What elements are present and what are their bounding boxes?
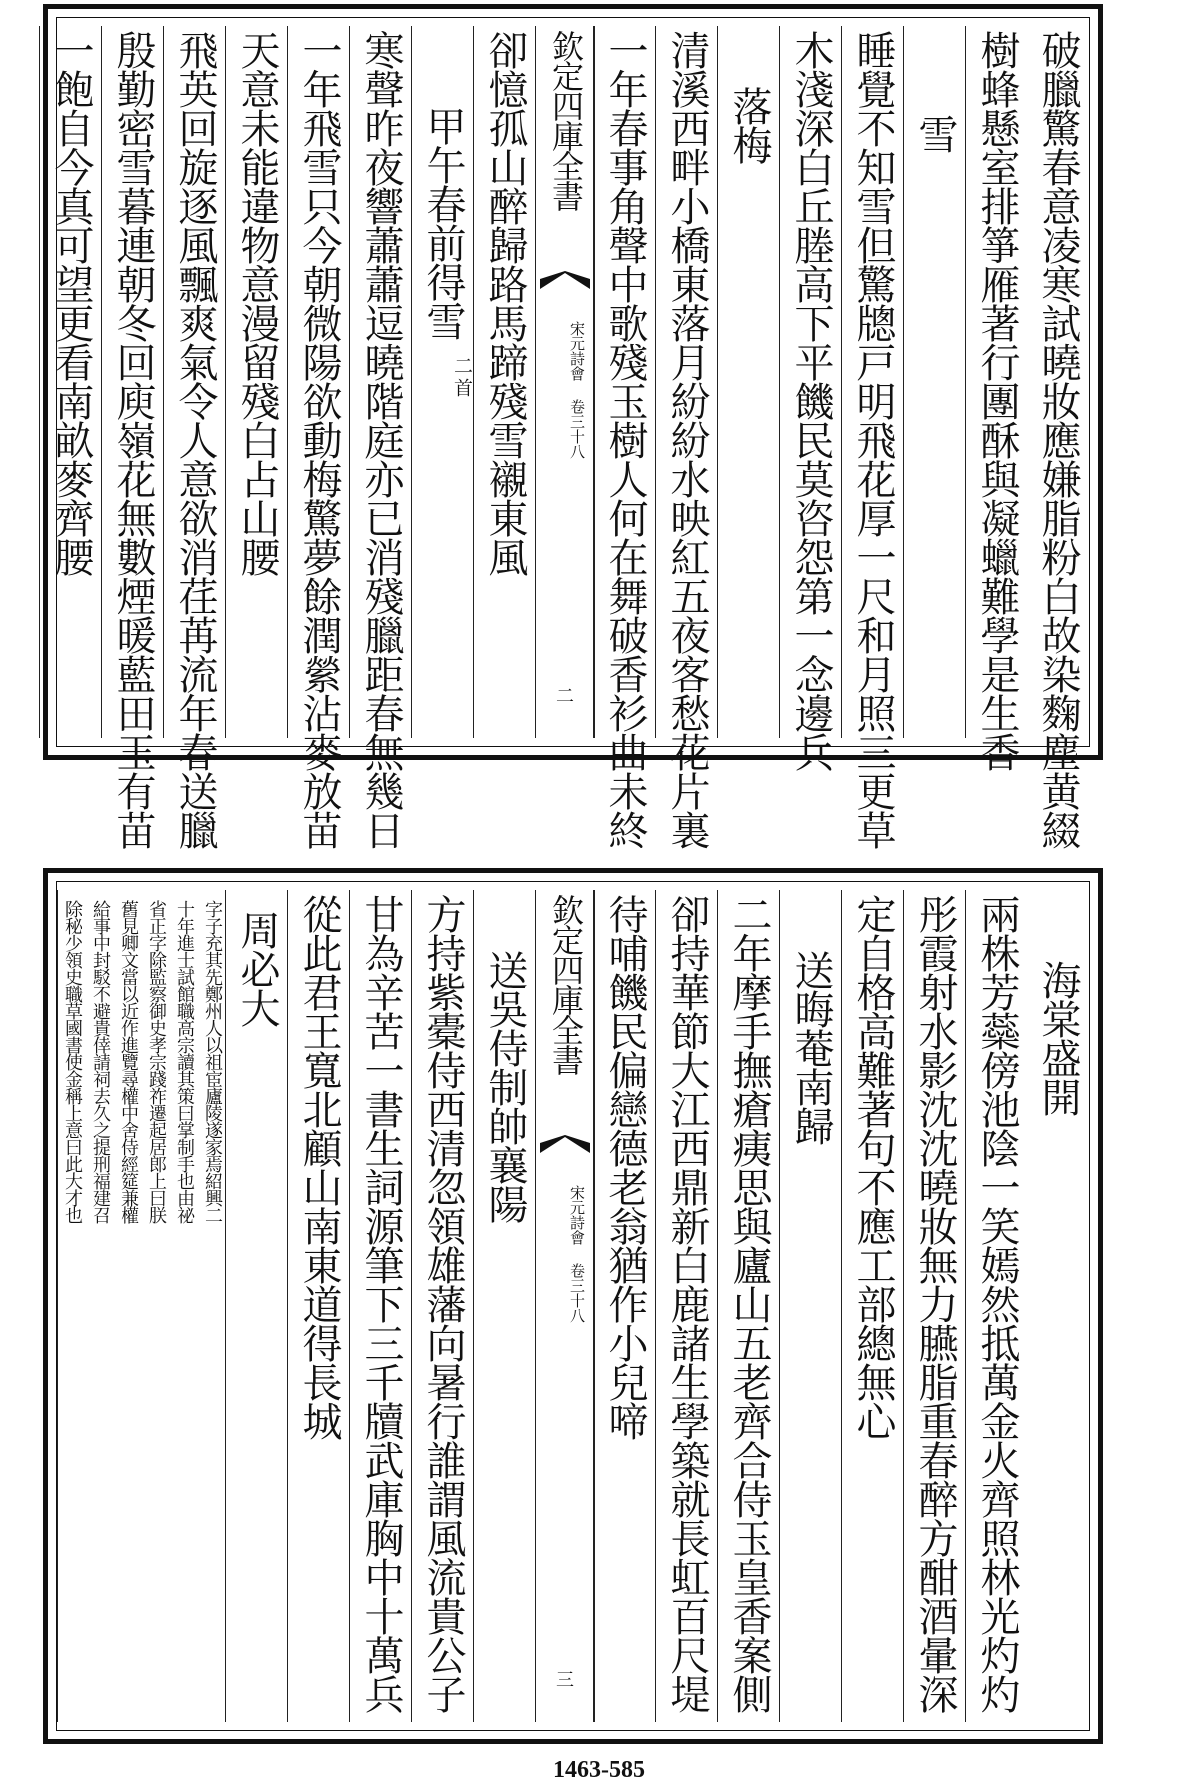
lower-col-r7 — [655, 890, 718, 1722]
verse-line: 木淺深白丘塍高下平饑民莫咨怨第一念邊兵 — [788, 30, 834, 771]
page-number: 三 — [556, 1670, 574, 1691]
upper-col-l3 — [349, 26, 412, 849]
lower-col-l1 — [473, 890, 536, 1722]
fish-tail-icon — [540, 1135, 590, 1153]
lower-page-inner — [56, 881, 1090, 1731]
verse-line: 清溪西畔小橋東落月紛紛水映紅五夜客愁花片裏 — [664, 30, 710, 849]
lower-col-l3 — [349, 890, 412, 1722]
verse-line: 待哺饑民偏戀德老翁猶作小兒啼 — [602, 894, 648, 1440]
verse-line: 從此君王寬北顧山南東道得長城 — [296, 894, 342, 1440]
verse-line: 一年春事角聲中歌殘玉樹人何在舞破香衫曲未終 — [602, 30, 648, 849]
poem-title-note: 二首 — [451, 356, 473, 400]
upper-col-l1 — [473, 26, 536, 738]
lower-col-r6 — [717, 890, 780, 1722]
lower-col-r1 — [1027, 890, 1089, 1722]
verse-line: 一年飛雪只今朝微陽欲動梅驚夢餘潤縈沾麥放苗 — [296, 30, 342, 849]
verse-line: 破臘驚春意凌寒試曉妝應嫌脂粉白故染麴塵黄綴 — [1035, 30, 1081, 849]
running-title: 欽定四庫全書 — [547, 30, 585, 210]
annotation-line: 字子充其先鄭州人以祖宦廬陵遂家焉紹興二 — [202, 900, 223, 1223]
upper-col-r2 — [965, 26, 1028, 771]
verse-line: 天意未能違物意漫留殘白占山腰 — [234, 30, 280, 576]
author-name: 周必大 — [234, 910, 280, 1027]
upper-col-r6 — [717, 26, 780, 738]
lower-col-r2 — [965, 890, 1028, 1722]
annotation-line: 給事中封駁不避貴倖請祠去久之提刑福建召 — [90, 900, 111, 1223]
poem-title: 送吳侍制帥襄陽 — [482, 950, 528, 1223]
annotation-line: 省正字除監察御史孝宗踐祚遷起居郎上曰朕 — [146, 900, 167, 1223]
verse-line: 卻持華節大江西鼎新白鹿諸生學築就長虹百尺堤 — [664, 894, 710, 1713]
volume-label: 宋元詩會 卷三十八 — [568, 321, 586, 459]
lower-col-r5 — [779, 890, 842, 1722]
page-number: 二 — [556, 686, 574, 707]
verse-line: 甘為辛苦一書生詞源筆下三千牘武庫胸中十萬兵 — [358, 894, 404, 1713]
verse-line: 二年摩手撫瘡痍思與廬山五老齊合侍玉皇香案側 — [726, 894, 772, 1713]
upper-col-r1 — [1027, 26, 1089, 849]
lower-col-l4 — [287, 890, 350, 1722]
lower-col-annotation — [57, 890, 226, 1722]
upper-col-r7 — [655, 26, 718, 849]
annotation-line: 舊見卿文當以近作進覽尋權中舍侍經筵兼權 — [118, 900, 139, 1223]
upper-col-l6 — [163, 26, 226, 849]
upper-col-l8 — [39, 26, 102, 738]
upper-col-l5 — [225, 26, 288, 738]
lower-col-r4 — [841, 890, 904, 1722]
verse-line: 一飽自今真可望更看南畝麥齊腰 — [48, 30, 94, 576]
page-reference: 1463-585 — [553, 1757, 645, 1783]
poem-title: 雪 — [912, 114, 958, 153]
upper-col-l4 — [287, 26, 350, 849]
poem-title: 甲午春前得雪 — [420, 106, 466, 340]
verse-line: 殷勤密雪暮連朝冬回庾嶺花無數煙暖藍田玉有苗 — [110, 30, 156, 849]
upper-col-r8 — [593, 26, 656, 849]
lower-page — [43, 868, 1103, 1744]
upper-col-r4 — [841, 26, 904, 849]
upper-center-strip — [535, 26, 595, 738]
poem-title: 落梅 — [726, 86, 772, 164]
poem-title: 海棠盛開 — [1035, 960, 1081, 1116]
verse-line: 彤霞射水影沈沈曉妝無力臙脂重春醉方酣酒暈深 — [912, 894, 958, 1713]
fish-tail-icon — [540, 271, 590, 289]
lower-center-strip — [535, 890, 595, 1722]
lower-col-r3 — [903, 890, 966, 1722]
verse-line: 卻憶孤山醉歸路馬蹄殘雪襯東風 — [482, 30, 528, 576]
verse-line: 方持紫橐侍西清忽領雄藩向暑行誰謂風流貴公子 — [420, 894, 466, 1713]
annotation-line: 除秘少領史職草國書使金稱上意曰此大才也 — [62, 900, 83, 1223]
verse-line: 定自格高難著句不應工部總無心 — [850, 894, 896, 1440]
upper-page-inner — [48, 17, 1090, 849]
upper-page — [43, 4, 1103, 849]
running-title: 欽定四庫全書 — [547, 894, 585, 1074]
upper-col-r3 — [903, 26, 966, 738]
upper-col-l7 — [101, 26, 164, 849]
verse-line: 兩株芳蘂傍池陰一笑嫣然抵萬金火齊照林光灼灼 — [974, 894, 1020, 1713]
verse-line: 飛英回旋逐風飄爽氣令人意欲消荏苒流年春送臘 — [172, 30, 218, 849]
verse-line: 睡覺不知雪但驚牕戸明飛花厚一尺和月照三更草 — [850, 30, 896, 849]
upper-col-r5 — [779, 26, 842, 771]
upper-col-l2 — [411, 26, 474, 738]
poem-title: 送晦菴南歸 — [788, 950, 834, 1145]
lower-col-l2 — [411, 890, 474, 1722]
volume-label: 宋元詩會 卷三十八 — [568, 1185, 586, 1323]
verse-line: 寒聲昨夜響蕭蕭逗曉階庭亦已消殘臘距春無幾日 — [358, 30, 404, 849]
lower-col-l5 — [225, 890, 288, 1722]
verse-line: 樹蜂懸室排箏雁著行團酥與凝蠟難學是生香 — [974, 30, 1020, 771]
annotation-line: 十年進士試館職高宗讀其策曰掌制手也由祕 — [174, 900, 195, 1223]
lower-col-r8 — [593, 890, 656, 1722]
